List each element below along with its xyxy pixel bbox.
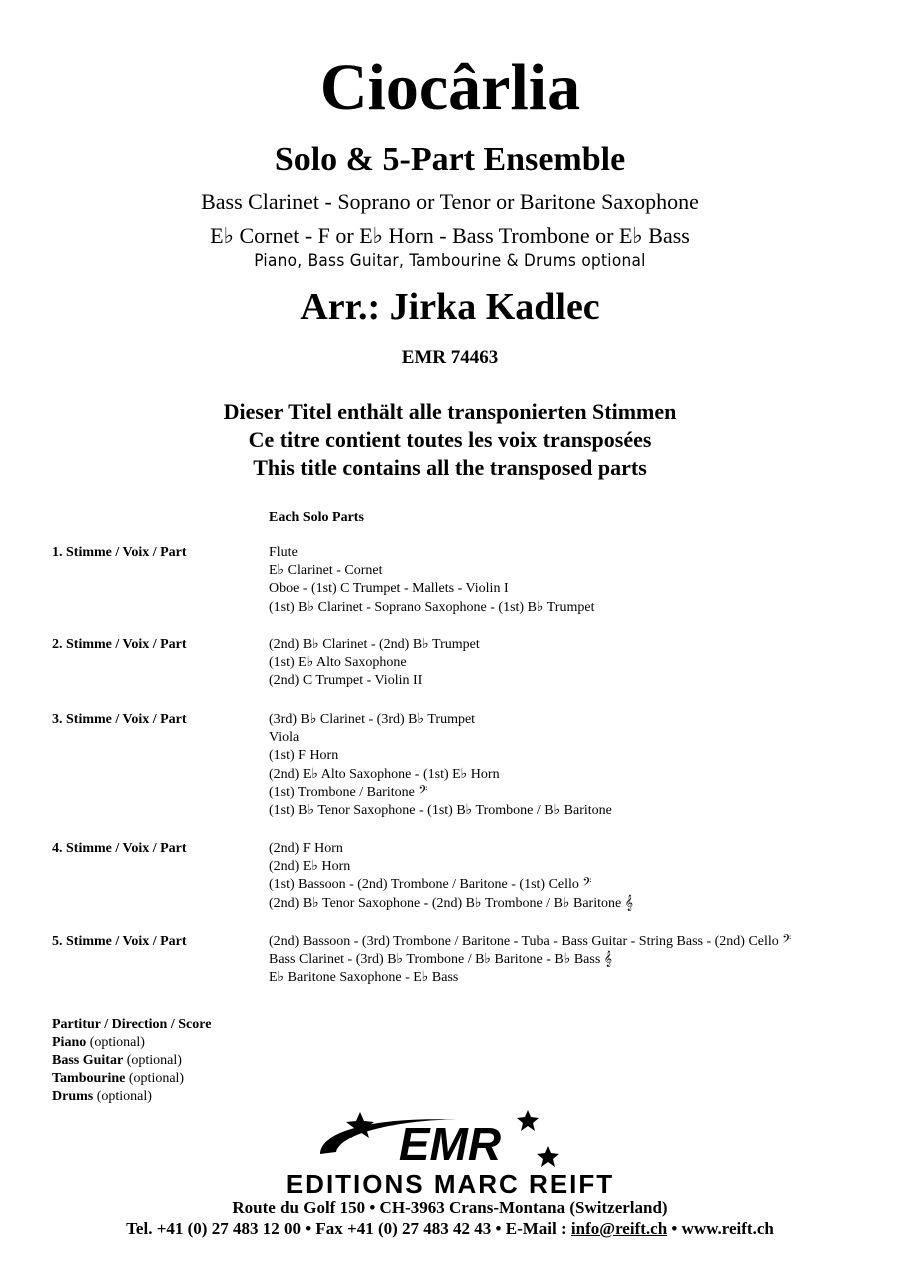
extra-item-drums: Drums (optional) — [52, 1089, 152, 1104]
part-list-4 — [269, 840, 633, 913]
part-line: (1st) E♭ Alto Saxophone — [269, 655, 407, 671]
publisher-brand: EDITIONS MARC REIFT — [285, 1169, 615, 1199]
part-line: (1st) F Horn — [269, 748, 339, 764]
instrumentation-line-1: Bass Clarinet - Soprano or Tenor or Baritone Saxophone — [201, 189, 699, 214]
extra-item-bass-guitar: Bass Guitar (optional) — [52, 1053, 182, 1068]
part-line: (2nd) E♭ Alto Saxophone - (1st) E♭ Horn — [269, 766, 500, 782]
instrumentation-line-2: E♭ Cornet - F or E♭ Horn - Bass Trombone or E♭ Bass — [210, 223, 690, 248]
part-label-3: 3. Stimme / Voix / Part — [52, 712, 187, 727]
part-label-2: 2. Stimme / Voix / Part — [52, 637, 187, 652]
part-list-2 — [269, 636, 480, 691]
part-list-3 — [269, 711, 612, 820]
part-line: (1st) B♭ Tenor Saxophone - (1st) B♭ Trombone / B♭ Baritone — [269, 803, 612, 819]
contact-phone-fax: Tel. +41 (0) 27 483 12 00 • Fax +41 (0) 27 483 42 43 • E-Mail : — [126, 1219, 571, 1238]
page-title: Ciocârlia — [319, 51, 581, 124]
solo-parts-header: Each Solo Parts — [269, 510, 364, 525]
part-line: (3rd) B♭ Clarinet - (3rd) B♭ Trumpet — [269, 712, 476, 727]
part-line: (1st) B♭ Clarinet - Soprano Saxophone - (1st) B♭ Trumpet — [269, 599, 595, 615]
part-line: Flute — [269, 545, 298, 560]
optional-instruments: Piano, Bass Guitar, Tambourine & Drums optional — [254, 251, 646, 271]
part-label-1: 1. Stimme / Voix / Part — [52, 545, 187, 560]
part-line: (2nd) E♭ Horn — [269, 859, 351, 875]
extras-list — [52, 1016, 211, 1106]
catalog-number: EMR 74463 — [401, 347, 499, 368]
language-line-fr: Ce titre contient toutes les voix transposées — [248, 427, 652, 452]
part-line: (2nd) C Trumpet - Violin II — [269, 673, 423, 689]
logo-text: EMR — [398, 1118, 502, 1170]
website-link[interactable]: • www.reift.ch — [667, 1219, 774, 1238]
part-line: (1st) Trombone / Baritone 𝄢 — [269, 784, 428, 800]
part-line: (1st) Bassoon - (2nd) Trombone / Baritone - (1st) Cello 𝄢 — [269, 877, 592, 893]
part-line: E♭ Baritone Saxophone - E♭ Bass — [269, 970, 459, 986]
part-line: (2nd) F Horn — [269, 841, 343, 856]
part-list-5 — [269, 933, 791, 988]
email-link[interactable]: info@reift.ch — [570, 1219, 668, 1238]
extra-item-piano: Piano (optional) — [52, 1035, 145, 1050]
score-label: Partitur / Direction / Score — [52, 1017, 212, 1032]
part-line: (2nd) B♭ Tenor Saxophone - (2nd) B♭ Trombone / B♭ Baritone 𝄞 — [269, 895, 633, 911]
part-label-4: 4. Stimme / Voix / Part — [52, 841, 187, 856]
publisher-address: Route du Golf 150 • CH-3963 Crans-Montana (Switzerland) — [232, 1198, 668, 1217]
part-line: Oboe - (1st) C Trumpet - Mallets - Violin I — [269, 581, 509, 597]
language-line-de: Dieser Titel enthält alle transponierten Stimmen — [223, 399, 677, 424]
part-list-1 — [269, 544, 594, 617]
part-line: Viola — [269, 730, 300, 746]
part-line: E♭ Clarinet - Cornet — [269, 563, 383, 579]
extra-item-tambourine: Tambourine (optional) — [52, 1071, 185, 1086]
subtitle: Solo & 5-Part Ensemble — [274, 141, 626, 178]
publisher-contact — [0, 1218, 900, 1240]
arranger: Arr.: Jirka Kadlec — [300, 286, 600, 328]
part-line: Bass Clarinet - (3rd) B♭ Trombone / B♭ Baritone - B♭ Bass 𝄞 — [269, 952, 613, 968]
part-line: (2nd) Bassoon - (3rd) Trombone / Baritone - Tuba - Bass Guitar - String Bass - (2nd) Cello 𝄢 — [269, 934, 792, 949]
language-line-en: This title contains all the transposed parts — [253, 455, 647, 480]
emr-logo — [300, 1106, 600, 1172]
part-label-5: 5. Stimme / Voix / Part — [52, 934, 187, 949]
part-line: (2nd) B♭ Clarinet - (2nd) B♭ Trumpet — [269, 637, 480, 652]
